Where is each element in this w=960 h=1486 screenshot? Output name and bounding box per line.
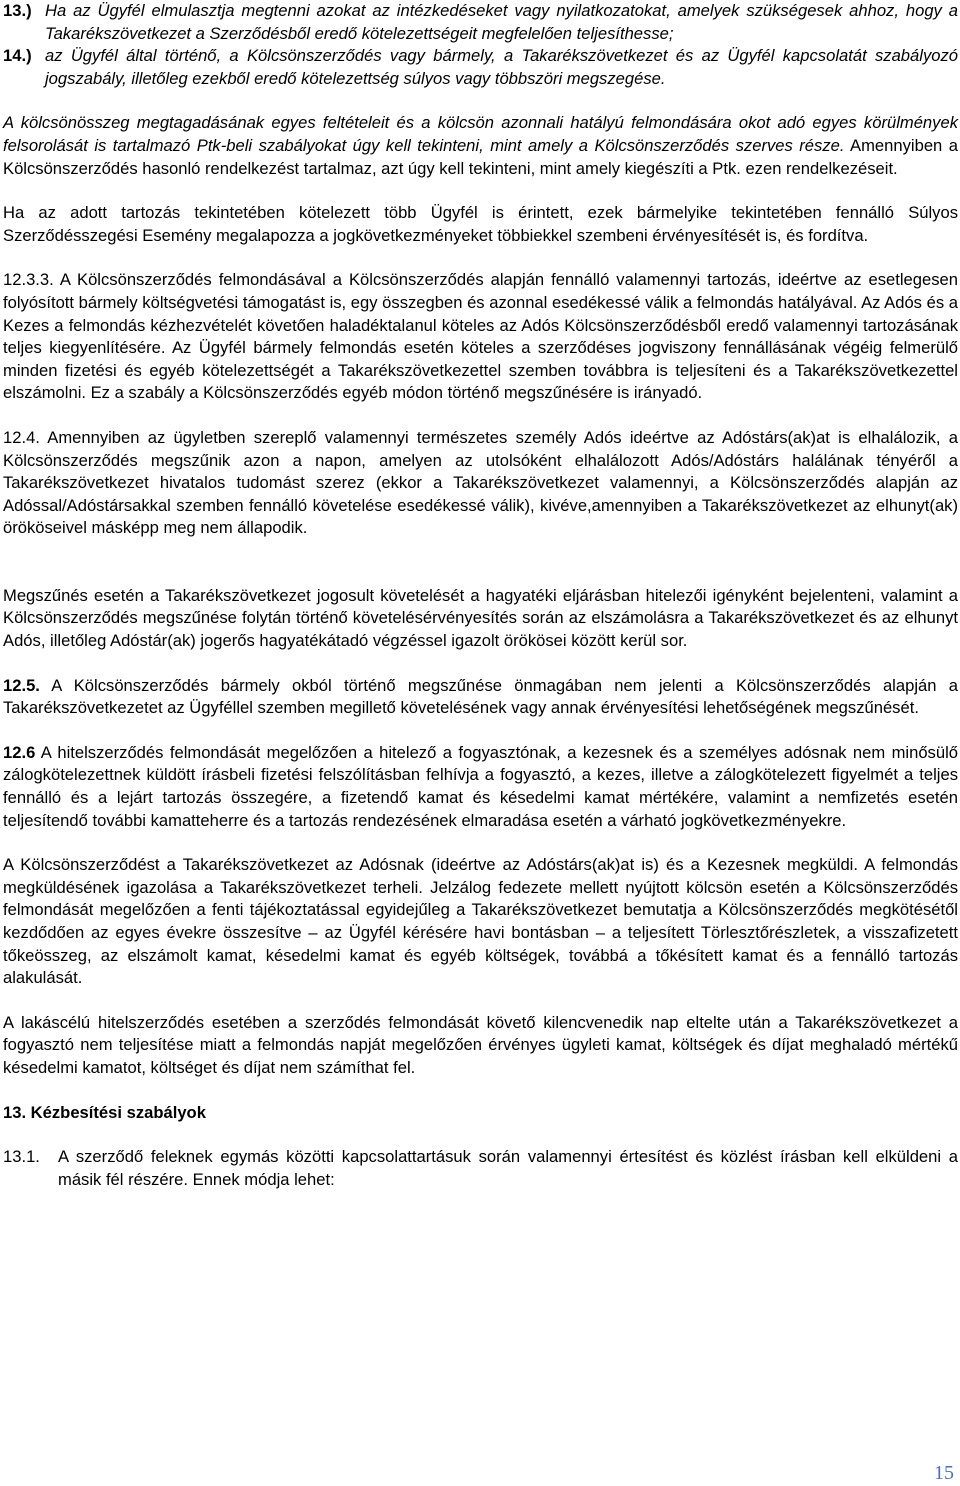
- list-item: [3, 45, 958, 90]
- paragraph-12-6-number: 12.6: [3, 742, 36, 762]
- paragraph-12-6-housing: A lakáscélú hitelszerződés esetében a szerződés felmondását követő kilencvenedik nap eltelte után a Takarékszövetkezet a fogyasztó nem teljesítése miatt a felmondás napját megelőzően érvényes ügyleti kamat, költségek és díjat meghaladó mértékű késedelmi kamatot, költséget és díjat nem számíthat fel.: [3, 1012, 958, 1077]
- paragraph-ptk-italic: A kölcsönösszeg megtagadásának egyes feltételeit és a kölcsön azonnali hatályú felmondására okot adó egyes körülmények felsorolását is tartalmazó Ptk-beli szabályokat úgy kell tekinteni, mint amely a Kölcsönszerződés szerves része.: [3, 113, 958, 155]
- paragraph-13-1-number: 13.1.: [3, 1147, 40, 1167]
- paragraph-12-6-notice: A Kölcsönszerződést a Takarékszövetkezet az Adósnak (ideértve az Adóstárs(ak)at is) és a Kezesnek megküldi. A felmondás megküldésének igazolása a Takarékszövetkezet terheli. Jelzálog fedezete mellett nyújtott kölcsön esetén a Kölcsönszerződés felmondását megelőzően a fenti tájékoztatással egyidejűleg a Takarékszövetkezet bemutatja a Kölcsönszerződés megkötésétől kezdődően az egyes évekre összesítve – az Ügyfél kérésére havi bontásban – a teljesített Törlesztőrészletek, a visszafizetett tőkeösszeg, az elszámolt kamat, késedelmi kamat és egyéb költségek, továbbá a tőkésített kamat és a fennálló tartozás alakulását.: [3, 855, 958, 988]
- paragraph-12-5-text: A Kölcsönszerződés bármely okból történő megszűnése önmagában nem jelenti a Kölcsönszerződés alapján a Takarékszövetkezetet az Ügyféllel szemben megillető követelésének vagy annak érvényesítési lehetőségének megszűnését.: [3, 675, 958, 718]
- list-item: [3, 0, 958, 45]
- paragraph-12-4-termination: Megszűnés esetén a Takarékszövetkezet jogosult követelését a hagyatéki eljárásban hitelezői igényként bejelenteni, valamint a Kölcsönszerződés megszűnése folytán történő követelésérvényesítés során az elszámolásra a Takarékszövetkezet és az elhunyt Adós, illetőleg Adóstár(ak) jogerős hagyatékátadó végzéssel igazolt örökösei között kerül sor.: [3, 585, 958, 651]
- paragraph-ptk: [3, 112, 958, 180]
- paragraph-ptk-rest: Amennyiben a Kölcsönszerződés hasonló rendelkezést tartalmaz, azt úgy kell tekinteni, mint amely kiegészíti a Ptk. ezen rendelkezéseit.: [3, 135, 958, 178]
- list-item-number: 13.): [3, 1, 32, 20]
- paragraph-12-5: [3, 675, 958, 720]
- list-item-text: Ha az Ügyfél elmulasztja megtenni azokat az intézkedéseket vagy nyilatkozatokat, amelyek szükségesek ahhoz, hogy a Takarékszövetkezet a Szerződésből eredő kötelezettségeit megfelelően teljesíthesse;: [45, 1, 958, 43]
- document-page: [3, 0, 958, 1191]
- paragraph-12-4: 12.4. Amennyiben az ügyletben szereplő valamennyi természetes személy Adós ideértve az Adóstárs(ak)at is elhalálozik, a Kölcsönszerződés megszűnik azon a napon, amelyen az utolsóként elhalálozott Adós/Adóstárs halálának tényéről a Takarékszövetkezet hivatalos tudomást szerez (ekkor a Takarékszövetkezet valamennyi, a Kölcsönszerződés alapján az Adóssal/Adóstársakkal szemben fennálló követelése esedékessé válik), kivéve,amennyiben a Takarékszövetkezet az elhunyt(ak) örököseivel másképp meg nem állapodik.: [3, 427, 958, 538]
- paragraph-12-5-number: 12.5.: [3, 675, 40, 695]
- paragraph-multiple-clients: Ha az adott tartozás tekintetében kötelezett több Ügyfél is érintett, ezek bármelyike tekintetében fennálló Súlyos Szerződésszegési Esemény megalapozza a jogkövetkezményeket többiekkel szembeni érvényesítését is, és fordítva.: [3, 203, 958, 245]
- paragraph-12-6-text: A hitelszerződés felmondását megelőzően a hitelező a fogyasztónak, a kezesnek és a személyes adósnak nem minősülő zálogkötelezettnek küldött írásbeli fizetési felszólításban felhívja a fogyasztó, a kezes, illetve a zálogkötelezett figyelmét a teljes fennálló és a lejárt tartozás összegére, a fizetendő kamat és késedelmi kamat mértékére, valamint a nemfizetés esetén teljesítendő további kamatteherre és a tartozás rendezésének elmaradása esetén a várható jogkövetkezményekre.: [3, 742, 958, 830]
- page-number: 15: [934, 1462, 954, 1484]
- paragraph-13-1-text: A szerződő feleknek egymás közötti kapcsolattartásuk során valamennyi értesítést és közlést írásban kell elküldeni a másik fél részére. Ennek módja lehet:: [58, 1147, 958, 1189]
- list-item-text: az Ügyfél által történő, a Kölcsönszerződés vagy bármely, a Takarékszövetkezet és az Ügyfél kapcsolatát szabályozó jogszabály, illetőleg ezekből eredő kötelezettség súlyos vagy többszöri megszegése.: [45, 46, 958, 88]
- list-item-number: 14.): [3, 46, 32, 66]
- paragraph-12-6: [3, 742, 958, 832]
- paragraph-13-1: [3, 1146, 958, 1191]
- paragraph-12-3-3: 12.3.3. A Kölcsönszerződés felmondásával a Kölcsönszerződés alapján fennálló valamennyi tartozás, ideértve az esetlegesen folyósított bármely költségvetési támogatást is, egy összegben és azonnal esedékessé válik a felmondás hatályával. Az Adós és a Kezes a felmondás kézhezvételét követően haladéktalanul köteles az Adós Kölcsönszerződésből eredő valamennyi tartozásának teljes kiegyenlítésére. Az Ügyfél bármely felmondás esetén köteles a szerződéses jogviszony fennállásának végéig felmerülő minden fizetési és egyéb kötelezettségét a Takarékszövetkezettel szemben továbbra is teljesíteni és a Takarékszövetkezettel elszámolni. Ez a szabály a Kölcsönszerződés egyéb módon történő megszűnésére is irányadó.: [3, 270, 958, 403]
- section-heading-13: 13. Kézbesítési szabályok: [3, 1102, 206, 1122]
